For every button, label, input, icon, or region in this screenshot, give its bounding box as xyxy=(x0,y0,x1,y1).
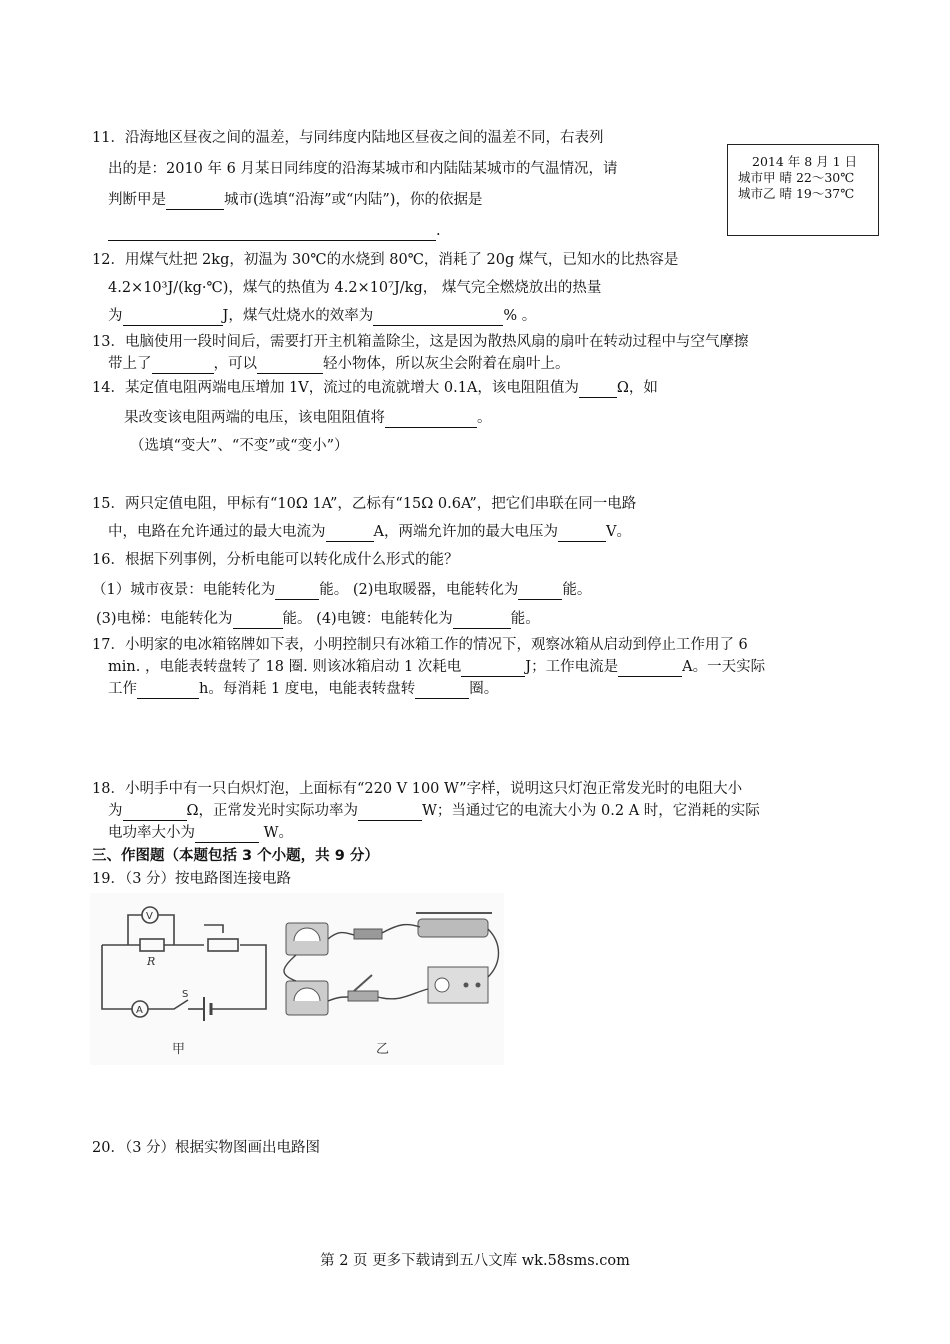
q13-line1: 13．电脑使用一段时间后，需要打开主机箱盖除尘，这是因为散热风扇的扇叶在转动过程中与空气摩擦 xyxy=(92,334,749,350)
q14-line2: 果改变该电阻两端的电压，该电阻阻值将 。 xyxy=(124,410,492,426)
q17-blank-1[interactable] xyxy=(461,660,525,677)
page-footer: 第 2 页 更多下载请到五八文库 wk.58sms.com xyxy=(320,1253,630,1269)
q11-line3: 判断甲是 城市(选填“沿海”或“内陆”)，你的依据是 xyxy=(108,192,483,208)
q14-blank-2[interactable] xyxy=(385,411,477,428)
q18-line2: 为 Ω，正常发光时实际功率为 W；当通过它的电流大小为 0.2 A 时，它消耗的实际 xyxy=(108,803,760,819)
q16-blank-2[interactable] xyxy=(518,583,562,600)
q17-line2: min. ，电能表转盘转了 18 圈. 则该冰箱启动 1 次耗电 J；工作电流是 A。一天实际 xyxy=(108,659,766,675)
q14-line3: （选填“变大”、“不变”或“变小”） xyxy=(130,438,349,454)
q17-blank-4[interactable] xyxy=(415,682,469,699)
weather-table xyxy=(727,144,879,236)
weather-date: 2014 年 8 月 1 日 xyxy=(752,154,858,169)
q12-blank-1[interactable] xyxy=(123,309,223,326)
q17-line1: 17．小明家的电冰箱铭牌如下表，小明控制只有冰箱工作的情况下，观察冰箱从启动到停止工作用了 6 xyxy=(92,637,748,653)
q15-blank-1[interactable] xyxy=(326,525,374,542)
q16-line3: (3)电梯：电能转化为 能。 (4)电镀：电能转化为 能。 xyxy=(96,611,540,627)
ammeter-label: A xyxy=(136,1005,143,1016)
voltmeter-label: V xyxy=(146,911,153,922)
q16-blank-1[interactable] xyxy=(275,583,319,600)
q17-blank-3[interactable] xyxy=(137,682,199,699)
q18-line3: 电功率大小为 W。 xyxy=(108,825,294,841)
q11-blank-1[interactable] xyxy=(166,193,224,210)
q11-line1: 11．沿海地区昼夜之间的温差，与同纬度内陆地区昼夜之间的温差不同，右表列 xyxy=(92,130,604,146)
q12-line3: 为 J，煤气灶烧水的效率为 % 。 xyxy=(108,308,537,324)
q17-line3: 工作 h。每消耗 1 度电，电能表转盘转 圈。 xyxy=(108,681,499,697)
q12-blank-2[interactable] xyxy=(373,309,503,326)
section-3-heading: 三、作图题（本题包括 3 个小题，共 9 分） xyxy=(92,848,379,864)
meter-bottom-icon xyxy=(286,981,328,1015)
q18-blank-3[interactable] xyxy=(195,826,259,843)
q15-blank-2[interactable] xyxy=(558,525,606,542)
q18-line1: 18．小明手中有一只白炽灯泡，上面标有“220 V 100 W”字样，说明这只灯泡正常发光时的电阻大小 xyxy=(92,781,743,797)
circuit-figure xyxy=(90,893,504,1065)
weather-city-a: 城市甲 晴 22～30℃ xyxy=(738,170,855,185)
q19-line: 19．（3 分）按电路图连接电路 xyxy=(92,871,292,887)
q20-line: 20．（3 分）根据实物图画出电路图 xyxy=(92,1140,321,1156)
q18-blank-2[interactable] xyxy=(358,804,422,821)
q16-line1: 16．根据下列事例，分析电能可以转化成什么形式的能？ xyxy=(92,552,459,568)
q12-line1: 12．用煤气灶把 2kg，初温为 30℃的水烧到 80℃，消耗了 20g 煤气，已知水的比热容是 xyxy=(92,252,679,268)
figure-label-yi: 乙 xyxy=(376,1042,390,1057)
q16-blank-3[interactable] xyxy=(233,612,283,629)
switch-label: S xyxy=(182,989,189,1000)
weather-city-b: 城市乙 晴 19～37℃ xyxy=(738,186,855,201)
battery-box-icon xyxy=(428,967,488,1003)
figure-label-jia: 甲 xyxy=(172,1042,186,1057)
q16-line2: （1）城市夜景：电能转化为 能。 (2)电取暖器，电能转化为 能。 xyxy=(92,582,592,598)
q18-blank-1[interactable] xyxy=(123,804,187,821)
q14-blank-1[interactable] xyxy=(579,381,617,398)
q15-line2: 中，电路在允许通过的最大电流为 A，两端允许加的最大电压为 V。 xyxy=(108,524,631,540)
q17-blank-2[interactable] xyxy=(618,660,682,677)
q11-blank-2[interactable] xyxy=(108,224,436,241)
q14-line1: 14．某定值电阻两端电压增加 1V，流过的电流就增大 0.1A，该电阻阻值为 Ω，如 xyxy=(92,380,658,396)
q13-line2: 带上了 ，可以 轻小物体，所以灰尘会附着在扇叶上。 xyxy=(108,356,570,372)
q13-blank-2[interactable] xyxy=(257,357,323,374)
q11-line2: 出的是：2010 年 6 月某日同纬度的沿海某城市和内陆陆某城市的气温情况，请 xyxy=(108,161,618,177)
q11-line4: . xyxy=(108,221,441,241)
q13-blank-1[interactable] xyxy=(152,357,214,374)
q16-blank-4[interactable] xyxy=(453,612,511,629)
resistor-label: R xyxy=(147,955,156,968)
resistor-block-icon xyxy=(354,929,382,939)
meter-top-icon xyxy=(286,923,328,955)
q15-line1: 15．两只定值电阻，甲标有“10Ω 1A”，乙标有“15Ω 0.6A”，把它们串联在同一电路 xyxy=(92,496,637,512)
q12-line2: 4.2×10³J/(kg·℃)，煤气的热值为 4.2×10⁷J/kg， 煤气完全燃烧放出的热量 xyxy=(108,280,602,296)
